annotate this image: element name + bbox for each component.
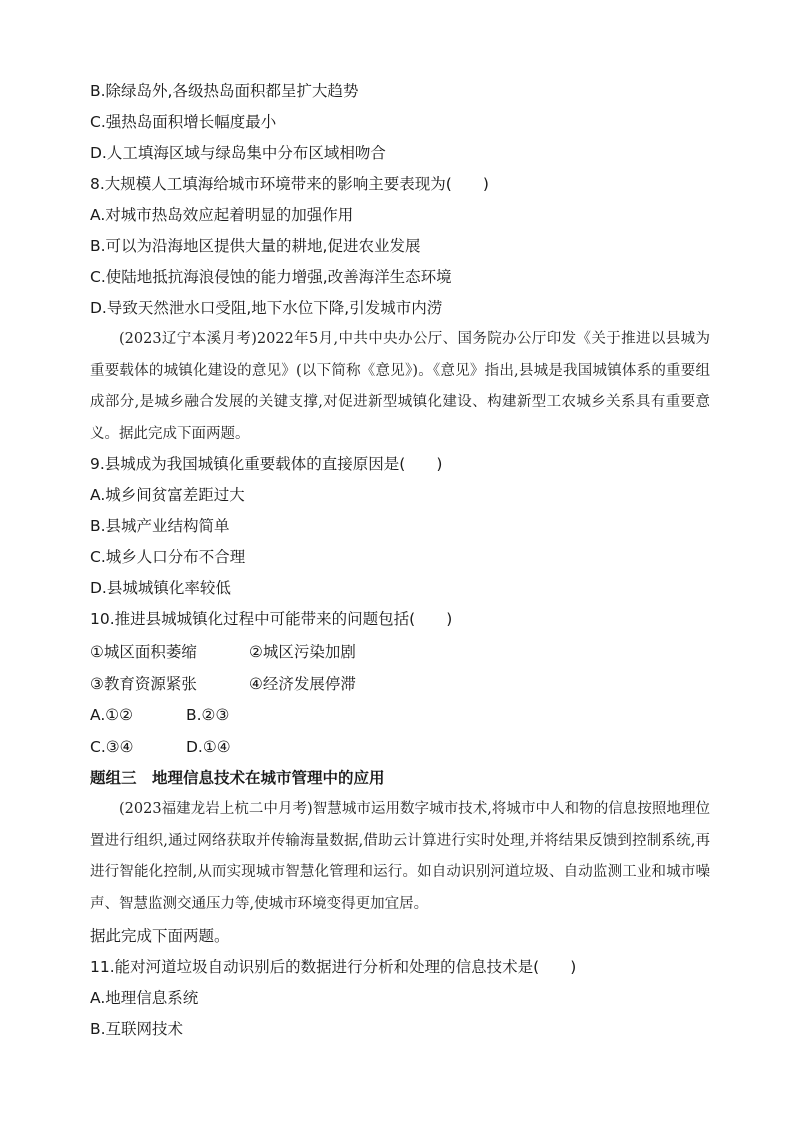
q7-option-b: B.除绿岛外,各级热岛面积都呈扩大趋势 <box>90 82 359 100</box>
q10-item-1: ①城区面积萎缩 <box>90 643 197 661</box>
q11-stem: 11.能对河道垃圾自动识别后的数据进行分析和处理的信息技术是( ) <box>90 958 577 976</box>
q11-option-b: B.互联网技术 <box>90 1020 184 1038</box>
q8-stem: 8.大规模人工填海给城市环境带来的影响主要表现为( ) <box>90 175 489 193</box>
q9-option-d: D.县城城镇化率较低 <box>90 579 231 597</box>
q8-option-c: C.使陆地抵抗海浪侵蚀的能力增强,改善海洋生态环境 <box>90 268 452 286</box>
q9-stem: 9.县城成为我国城镇化重要载体的直接原因是( ) <box>90 455 443 473</box>
q10-item-2: ②城区污染加剧 <box>249 643 356 661</box>
q9-option-a: A.城乡间贫富差距过大 <box>90 486 245 504</box>
q10-option-d: D.①④ <box>186 738 231 756</box>
q8-option-a: A.对城市热岛效应起着明显的加强作用 <box>90 206 354 224</box>
q10-option-b: B.②③ <box>186 706 230 724</box>
group3-heading: 题组三 地理信息技术在城市管理中的应用 <box>90 769 385 787</box>
passage-county-urbanization: (2023辽宁本溪月考)2022年5月,中共中央办公厅、国务院办公厅印发《关于推进以县城为重要载体的城镇化建设的意见》(以下简称《意见》)。《意见》指出,县城是我国城镇体系的重要组成部分,是城乡融合发展的关键支撑,对促进新型城镇化建设、构建新型工农城乡关系具有重要意义。据此完成下面两题。 <box>90 331 710 442</box>
q11-option-a: A.地理信息系统 <box>90 989 199 1007</box>
q10-item-4: ④经济发展停滞 <box>249 675 356 693</box>
q7-option-d: D.人工填海区域与绿岛集中分布区域相吻合 <box>90 144 386 162</box>
q8-option-d: D.导致天然泄水口受阻,地下水位下降,引发城市内涝 <box>90 299 443 317</box>
q10-option-a: A.①② <box>90 706 134 724</box>
q8-option-b: B.可以为沿海地区提供大量的耕地,促进农业发展 <box>90 237 421 255</box>
q9-option-b: B.县城产业结构简单 <box>90 517 230 535</box>
q7-option-c: C.强热岛面积增长幅度最小 <box>90 113 277 131</box>
q10-item-3: ③教育资源紧张 <box>90 675 197 693</box>
passage-smart-city-tail: 据此完成下面两题。 <box>90 927 230 945</box>
q10-option-c: C.③④ <box>90 738 134 756</box>
passage-smart-city: (2023福建龙岩上杭二中月考)智慧城市运用数字城市技术,将城市中人和物的信息按照地理位置进行组织,通过网络获取并传输海量数据,借助云计算进行实时处理,并将结果反馈到控制系统,再进行智能化控制,从而实现城市智慧化管理和运行。如自动识别河道垃圾、自动监测工业和城市噪声、智慧监测交通压力等,使城市环境变得更加宜居。 <box>90 801 710 912</box>
q10-stem: 10.推进县城城镇化过程中可能带来的问题包括( ) <box>90 610 453 628</box>
q9-option-c: C.城乡人口分布不合理 <box>90 548 246 566</box>
